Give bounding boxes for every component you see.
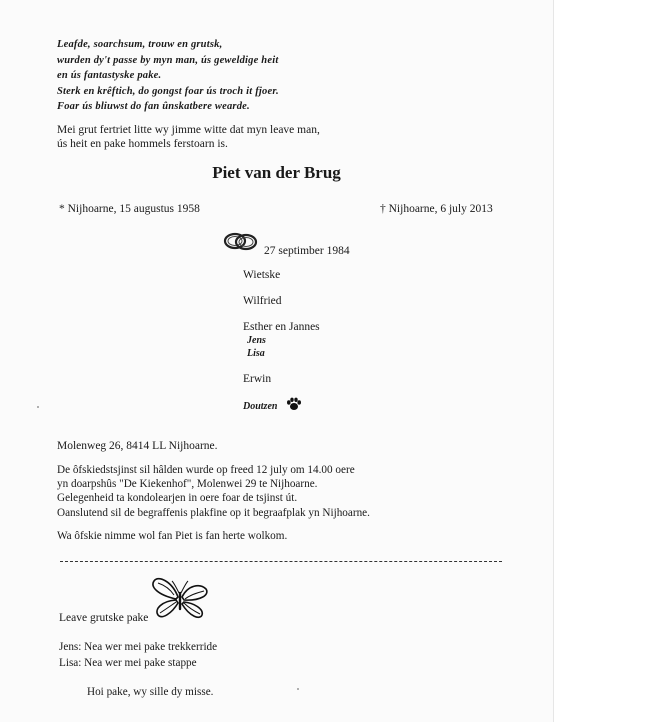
family-member: Wietske (243, 269, 281, 281)
scan-speck (37, 406, 39, 408)
grandchild: Jens (247, 335, 266, 346)
service-line: De ôfskiedstsjinst sil hâlden wurde op freed 12 july om 14.00 oere (57, 464, 355, 476)
grandchild-message: Jens: Nea wer mei pake trekkerride (59, 641, 218, 653)
poem (57, 37, 279, 115)
paper-edge (553, 0, 554, 722)
service-line: Gelegenheid ta kondolearjen in oere foar de tsjinst út. (57, 492, 298, 505)
wedding-date: 27 septimber 1984 (264, 245, 350, 257)
funeral-service-info (57, 463, 370, 520)
family-member: Wilfried (243, 295, 282, 307)
announcement-intro (57, 123, 320, 151)
service-line: yn doarpshûs "De Kiekenhof", Molenwei 29 te Nijhoarne. (57, 478, 318, 491)
butterfly-icon (148, 573, 212, 628)
family-member: Erwin (243, 373, 272, 385)
deceased-name: Piet van der Brug (212, 163, 341, 182)
poem-line: Leafde, soarchsum, trouw en grutsk, (57, 39, 223, 50)
poem-line: Sterk en krêftich, do gongst foar ús troch it fjoer. (57, 85, 279, 97)
family-member: Esther en Jannes (243, 321, 320, 333)
wedding-rings-icon (222, 230, 262, 257)
poem-line: wurden dy't passe by myn man, ús geweldige heit (57, 54, 279, 66)
service-line: Oanslutend sil de begraffenis plakfine op it begraafplak yn Nijhoarne. (57, 506, 370, 519)
grandchild-message: Lisa: Nea wer mei pake stappe (59, 657, 197, 669)
paw-print-icon (286, 397, 302, 416)
home-address: Molenweg 26, 8414 LL Nijhoarne. (57, 440, 218, 452)
pet-name: Doutzen (243, 401, 278, 412)
scan-speck (297, 688, 299, 690)
death-info: † Nijhoarne, 6 july 2013 (380, 203, 493, 215)
poem-line: en ús fantastyske pake. (57, 70, 162, 81)
dashed-divider (60, 561, 502, 562)
grandchildren-heading: Leave grutske pake (59, 612, 149, 624)
poem-line: Foar ús bliuwst do fan ûnskatbere wearde. (57, 101, 250, 112)
welcome-note: Wa ôfskie nimme wol fan Piet is fan herte wolkom. (57, 530, 288, 542)
closing-line: Hoi pake, wy sille dy misse. (87, 686, 214, 698)
intro-line: ús heit en pake hommels ferstoarn is. (57, 138, 228, 150)
intro-line: Mei grut fertriet litte wy jimme witte dat myn leave man, (57, 124, 320, 136)
grandchild: Lisa (247, 348, 265, 359)
birth-info: * Nijhoarne, 15 augustus 1958 (59, 203, 200, 215)
